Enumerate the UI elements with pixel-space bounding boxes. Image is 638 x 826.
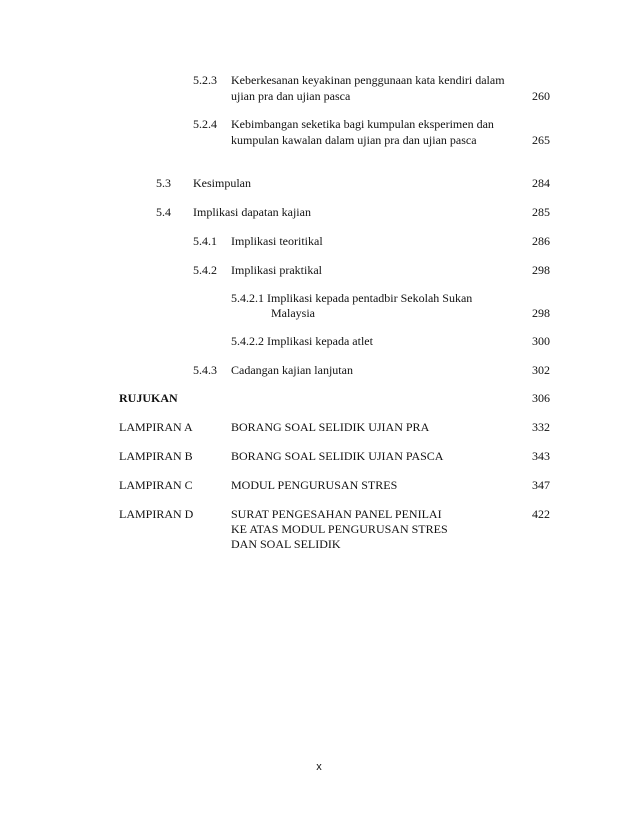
appendix-label: LAMPIRAN C [119,478,193,492]
section-number: 5.4.3 [193,363,217,377]
footer-page-number: x [316,761,322,773]
section-title-line1: 5.4.2.1 Implikasi kepada pentadbir Sekolah Sukan [231,291,473,305]
section-title: 5.4.2.2 Implikasi kepada atlet [231,334,373,348]
page-number: 285 [532,205,550,219]
page-number: 260 [532,89,550,103]
page-number: 284 [532,176,550,190]
page-number: 306 [532,391,550,405]
appendix-title: BORANG SOAL SELIDIK UJIAN PRA [231,420,430,434]
page-number: 347 [532,478,550,492]
appendix-title-line1: SURAT PENGESAHAN PANEL PENILAI [231,507,442,521]
section-title-line1: Keberkesanan keyakinan penggunaan kata kendiri dalam [231,73,505,87]
appendix-title: MODUL PENGURUSAN STRES [231,478,398,492]
appendix-title-line3: DAN SOAL SELIDIK [231,537,341,551]
section-title: Implikasi teoritikal [231,234,323,248]
section-number: 5.4.1 [193,234,217,248]
page-number: 422 [532,507,550,521]
section-number: 5.4.2 [193,263,217,277]
page-number: 343 [532,449,550,463]
section-number: 5.3 [156,176,171,190]
appendix-label: LAMPIRAN D [119,507,194,521]
appendix-label: LAMPIRAN B [119,449,193,463]
section-title: Implikasi praktikal [231,263,322,277]
appendix-label: LAMPIRAN A [119,420,193,434]
page-number: 298 [532,306,550,320]
appendix-title-line2: KE ATAS MODUL PENGURUSAN STRES [231,522,448,536]
page-number: 286 [532,234,550,248]
page-number: 302 [532,363,550,377]
section-number: 5.4 [156,205,171,219]
section-title: Cadangan kajian lanjutan [231,363,353,377]
page-number: 298 [532,263,550,277]
page-number: 332 [532,420,550,434]
section-title-line2: kumpulan kawalan dalam ujian pra dan ujian pasca [231,133,477,147]
section-title-line1: Kebimbangan seketika bagi kumpulan eksperimen dan [231,117,494,131]
page-number: 300 [532,334,550,348]
section-number: 5.2.4 [193,117,217,131]
section-number: 5.2.3 [193,73,217,87]
section-title-line2: Malaysia [271,306,315,320]
page-number: 265 [532,133,550,147]
appendix-title: BORANG SOAL SELIDIK UJIAN PASCA [231,449,444,463]
section-title: Kesimpulan [193,176,251,190]
section-title: Implikasi dapatan kajian [193,205,311,219]
section-title-line2: ujian pra dan ujian pasca [231,89,351,103]
section-title: RUJUKAN [119,391,178,405]
